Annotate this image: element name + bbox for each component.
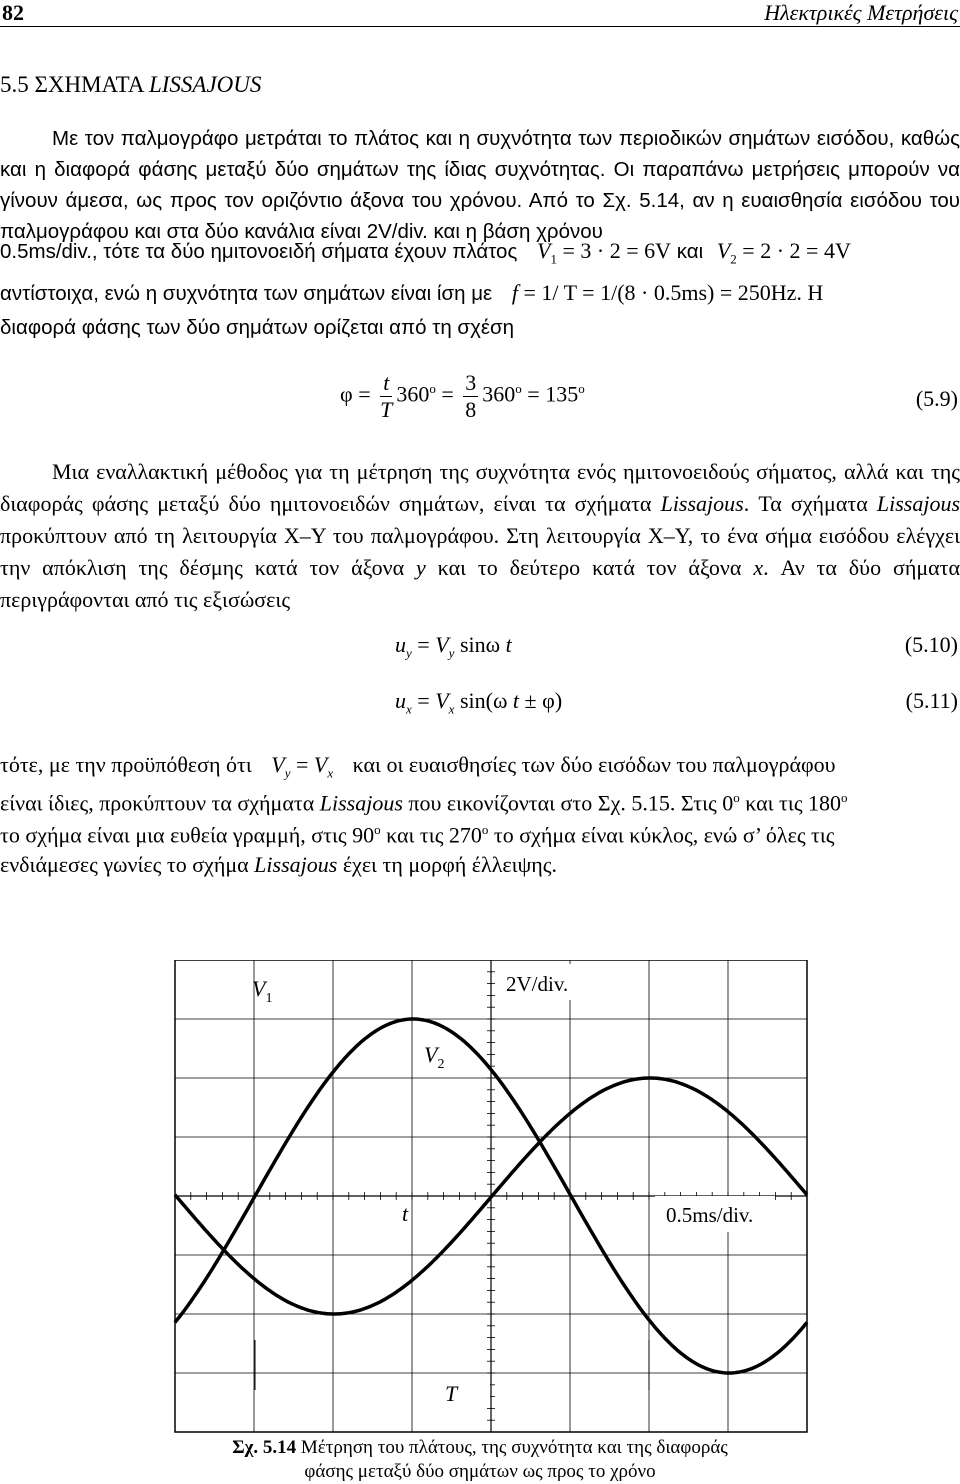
page-number: 82 <box>2 0 24 25</box>
label-v2: $V_2$ <box>424 1042 445 1072</box>
paragraph-1: Με τον παλμογράφο μετράται το πλάτος και η συχνότητα των περιοδικών σημάτων εισόδου, καθώς και η διαφορά φάσης μεταξύ δύο σημάτων της ίδιας συχνότητας. Οι παραπάνω μετρήσεις μπορούν να γίνουν άμεσα, ως προς τον οριζόντιο άξονα του χρόνου. Από το Σχ. 5.14, αν η ευαισθησία εισόδου του παλμογράφου και στα δύο κανάλια είναι 2V/div. και η βάση χρόνου <box>0 127 960 243</box>
page-header <box>0 0 960 27</box>
paragraph-1-line-5: 0.5ms/div., τότε τα δύο ημιτονοειδή σήματα έχουν πλάτος $V_1 = 3 \cdot 2 = 6V$ και $V_2 = 2 \cdot 2 = 4V$ <box>0 238 851 267</box>
caption-line-1: Σχ. 5.14 Μέτρηση του πλάτους, της συχνότητα και της διαφοράς <box>232 1437 728 1458</box>
equation-5-9: φ = $\frac{t}{T}$ $360^o$ = $\frac{3}{8}$ $360^o = 135^o$ <box>340 370 585 422</box>
section-title: ΣΧΗΜΑΤΑ <box>34 72 144 97</box>
oscilloscope-figure <box>0 960 960 1480</box>
equation-number-5-9: (5.9) <box>915 386 958 411</box>
equation-number-5-11: (5.11) <box>905 688 958 713</box>
paragraph-1-line-6: αντίστοιχα, ενώ η συχνότητα των σημάτων είναι ίση με f = 1/ T = 1/(8 · 0.5ms) = 250Hz. Η <box>0 280 824 305</box>
section-heading <box>0 72 261 98</box>
equation-5-11: $u_x = V_x$ sin(ω t ± φ) <box>395 688 563 717</box>
label-period: T <box>445 1381 458 1406</box>
section-title-italic: LISSAJOUS <box>148 72 262 97</box>
label-t: t <box>402 1201 409 1226</box>
section-number: 5.5 <box>0 72 29 97</box>
equation-number-5-10: (5.10) <box>904 632 958 657</box>
paragraph-1-line-7: διαφορά φάσης των δύο σημάτων ορίζεται από τη σχέση <box>0 316 515 339</box>
running-title: Ηλεκτρικές Μετρήσεις <box>764 0 958 25</box>
caption-line-2: φάσης μεταξύ δύο σημάτων ως προς το χρόνο <box>304 1461 656 1482</box>
paragraph-3-line-2: είναι ίδιες, προκύπτουν τα σχήματα Lissajous που εικονίζονται στο Σχ. 5.15. Στις $0^o$ και τις $180^o$ <box>0 790 848 816</box>
paragraph-3-line-4: ενδιάμεσες γωνίες το σχήμα Lissajous έχει τη μορφή έλλειψης. <box>0 852 558 877</box>
paragraph-3-line-3: το σχήμα είναι μια ευθεία γραμμή, στις $90^o$ και τις $270^o$ το σχήμα είναι κύκλος, ενώ σ’ όλες τις <box>0 822 835 848</box>
label-v1: $V_1$ <box>252 976 273 1006</box>
v2-equation: $V_2 = 2 \cdot 2 = 4V$ <box>716 238 851 267</box>
figure-caption <box>0 1436 960 1484</box>
time-per-div-label: 0.5ms/div. <box>666 1203 754 1227</box>
volt-per-div-label: 2V/div. <box>506 972 569 996</box>
paragraph-3-line-1: τότε, με την προϋπόθεση ότι $V_y = V_x$ και οι ευαισθησίες των δύο εισόδων του παλμογράφου <box>0 752 836 781</box>
equation-5-10: $u_y = V_y$ sinω t <box>395 632 512 661</box>
frequency-equation: f = 1/ T = 1/(8 · 0.5ms) = 250Hz <box>511 280 797 305</box>
paragraph-2: Μια εναλλακτική μέθοδος για τη μέτρηση της συχνότητα ενός ημιτονοειδούς σήματος, αλλά και της διαφοράς φάσης μεταξύ δύο ημιτονοειδών σημάτων, είναι τα σχήματα Lissajous. Τα σχήματα Lissajous προκύπτουν από τη λειτουργία X–Y του παλμογράφου. Στη λειτουργία X–Y, το ένα σήμα εισόδου ελέγχει την απόκλιση της δέσμης κατά τον άξονα y και το δεύτερο κατά τον άξονα x. Αν τα δύο σήματα περιγράφονται από τις εξισώσεις <box>0 459 960 612</box>
v1-equation: $V_1 = 3 \cdot 2 = 6V$ <box>537 238 672 267</box>
